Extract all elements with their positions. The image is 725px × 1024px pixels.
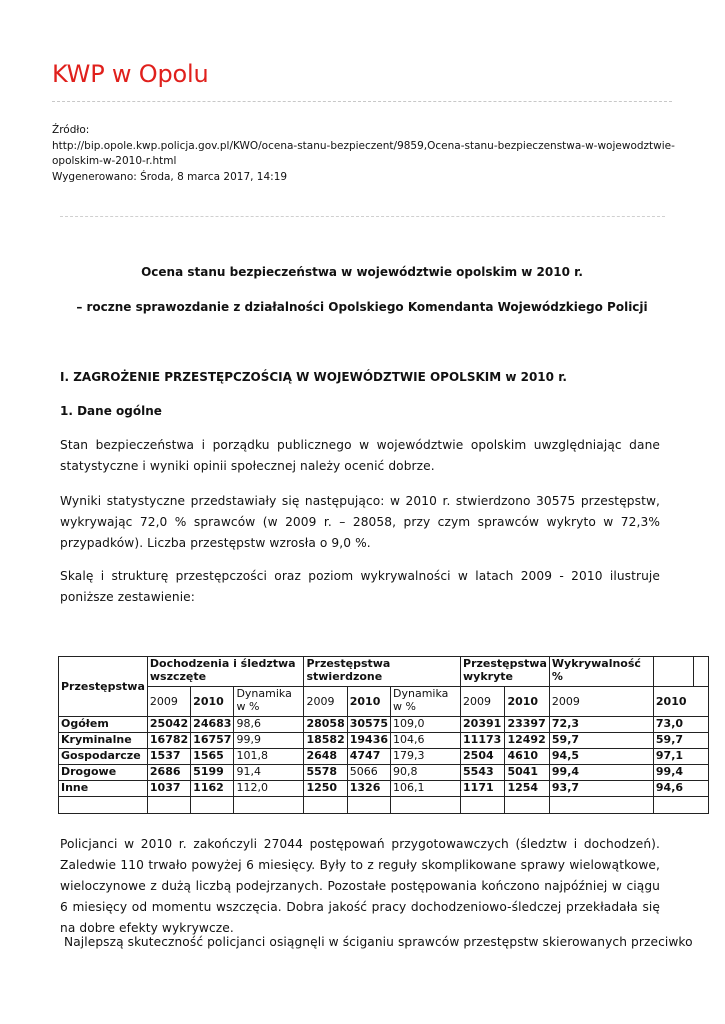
cell: 1565	[191, 749, 234, 765]
sub-2009: 2009	[461, 687, 505, 717]
cell	[234, 797, 304, 814]
source-block	[52, 123, 677, 185]
sub-2010: 2010	[191, 687, 234, 717]
cell: 97,1	[653, 749, 708, 765]
cell: 101,8	[234, 749, 304, 765]
header-dochodzenia: Dochodzenia i śledztwa wszczęte	[147, 657, 304, 687]
cell: 23397	[505, 717, 549, 733]
cell: 12492	[505, 733, 549, 749]
table-row	[59, 733, 709, 749]
cell: 28058	[304, 717, 347, 733]
subsection-heading: 1. Dane ogólne	[60, 404, 162, 418]
cell: 73,0	[653, 717, 708, 733]
cell: 2686	[147, 765, 190, 781]
cell: 94,6	[653, 781, 708, 797]
sub-2009: 2009	[549, 687, 653, 717]
cell: 93,7	[549, 781, 653, 797]
cell: 4747	[347, 749, 390, 765]
cell: 5543	[461, 765, 505, 781]
cell: 5199	[191, 765, 234, 781]
cell: 16757	[191, 733, 234, 749]
cell	[59, 797, 148, 814]
cell: 18582	[304, 733, 347, 749]
cell	[653, 797, 708, 814]
header-empty	[653, 657, 693, 687]
cell: 16782	[147, 733, 190, 749]
paragraph-3: Skalę i strukturę przestępczości oraz poziom wykrywalności w latach 2009 - 2010 ilustruje poniższe zestawienie:	[60, 569, 660, 604]
table-row	[59, 749, 709, 765]
paragraph-1: Stan bezpieczeństwa i porządku publicznego w województwie opolskim uwzględniając dane statystyczne i wyniki opinii społecznej należy ocenić dobrze.	[60, 438, 660, 473]
header-przestepstwa: Przestępstwa	[59, 657, 148, 717]
row-label: Gospodarcze	[59, 749, 148, 765]
cell: 4610	[505, 749, 549, 765]
table-row-empty	[59, 797, 709, 814]
cell: 2648	[304, 749, 347, 765]
cell: 72,3	[549, 717, 653, 733]
document-subtitle: – roczne sprawozdanie z działalności Opolskiego Komendanta Wojewódzkiego Policji	[76, 300, 648, 314]
cell: 99,9	[234, 733, 304, 749]
cell: 1250	[304, 781, 347, 797]
cell: 1162	[191, 781, 234, 797]
header-empty-2	[693, 657, 708, 687]
cell: 104,6	[391, 733, 461, 749]
cell: 99,4	[549, 765, 653, 781]
cell: 5578	[304, 765, 347, 781]
sub-dynamika: Dynamika w %	[391, 687, 461, 717]
cell: 24683	[191, 717, 234, 733]
section-heading: I. ZAGROŻENIE PRZESTĘPCZOŚCIĄ W WOJEWÓDZTWIE OPOLSKIM w 2010 r.	[60, 370, 567, 384]
paragraph-4: Policjanci w 2010 r. zakończyli 27044 postępowań przygotowawczych (śledztw i dochodzeń). Zaledwie 110 trwało powyżej 6 miesięcy. Były to z reguły skomplikowane sprawy wielowątkowe, wieloczynowe z dużą liczbą podejrzanych. Pozostałe postępowania kończono najpóźniej w ciągu 6 miesięcy od momentu wszczęcia. Dobra jakość pracy dochodzeniowo-śledczej przekładała się na dobre efekty wykrywcze.	[60, 837, 660, 935]
sub-2009: 2009	[304, 687, 347, 717]
cell: 59,7	[653, 733, 708, 749]
cell: 94,5	[549, 749, 653, 765]
row-label: Kryminalne	[59, 733, 148, 749]
cell: 11173	[461, 733, 505, 749]
cell: 1171	[461, 781, 505, 797]
cell	[191, 797, 234, 814]
header-wykryte: Przestępstwa wykryte	[461, 657, 550, 687]
cell: 106,1	[391, 781, 461, 797]
paragraph-2: Wyniki statystyczne przedstawiały się następująco: w 2010 r. stwierdzono 30575 przestępstw, wykrywając 72,0 % sprawców (w 2009 r. – 28058, przy czym sprawców wykryto w 72,3% przypadków). Liczba przestępstw wzrosła o 9,0 %.	[60, 494, 660, 550]
sub-2010: 2010	[347, 687, 390, 717]
cell: 179,3	[391, 749, 461, 765]
row-label: Drogowe	[59, 765, 148, 781]
cell: 90,8	[391, 765, 461, 781]
cell	[461, 797, 505, 814]
cell: 5041	[505, 765, 549, 781]
cell: 1326	[347, 781, 390, 797]
table-row	[59, 717, 709, 733]
cell: 5066	[347, 765, 390, 781]
crime-statistics-table	[58, 656, 709, 814]
table-row	[59, 781, 709, 797]
cell: 112,0	[234, 781, 304, 797]
cell: 59,7	[549, 733, 653, 749]
content-divider	[60, 216, 665, 217]
paragraph-5: Najlepszą skuteczność policjanci osiągnęli w ściganiu sprawców przestępstw skierowanych przeciwko	[60, 935, 693, 949]
cell: 19436	[347, 733, 390, 749]
cell: 25042	[147, 717, 190, 733]
cell: 99,4	[653, 765, 708, 781]
cell	[505, 797, 549, 814]
sub-dynamika: Dynamika w %	[234, 687, 304, 717]
source-label: Źródło:	[52, 124, 90, 136]
sub-2010: 2010	[653, 687, 708, 717]
cell	[147, 797, 190, 814]
generated-date: Wygenerowano: Środa, 8 marca 2017, 14:19	[52, 170, 288, 183]
table-row	[59, 765, 709, 781]
cell	[347, 797, 390, 814]
cell: 2504	[461, 749, 505, 765]
sub-2009: 2009	[147, 687, 190, 717]
cell: 91,4	[234, 765, 304, 781]
header-wykrywalnosc: Wykrywalność %	[549, 657, 653, 687]
row-label: Ogółem	[59, 717, 148, 733]
cell	[549, 797, 653, 814]
cell: 1537	[147, 749, 190, 765]
header-stwierdzone: Przestępstwa stwierdzone	[304, 657, 461, 687]
source-url-line2[interactable]: opolskim-w-2010-r.html	[52, 155, 177, 167]
cell: 98,6	[234, 717, 304, 733]
cell: 109,0	[391, 717, 461, 733]
cell: 1037	[147, 781, 190, 797]
source-url-line1[interactable]: http://bip.opole.kwp.policja.gov.pl/KWO/ocena-stanu-bezpieczent/9859,Ocena-stanu-bezpieczenstwa-w-wojewodztwie-	[52, 139, 675, 152]
cell	[304, 797, 347, 814]
cell: 30575	[347, 717, 390, 733]
site-title[interactable]: KWP w Opolu	[52, 60, 209, 88]
cell	[391, 797, 461, 814]
cell: 1254	[505, 781, 549, 797]
document-title: Ocena stanu bezpieczeństwa w województwie opolskim w 2010 r.	[141, 265, 583, 279]
header-divider	[52, 101, 672, 102]
sub-2010: 2010	[505, 687, 549, 717]
row-label: Inne	[59, 781, 148, 797]
cell: 20391	[461, 717, 505, 733]
